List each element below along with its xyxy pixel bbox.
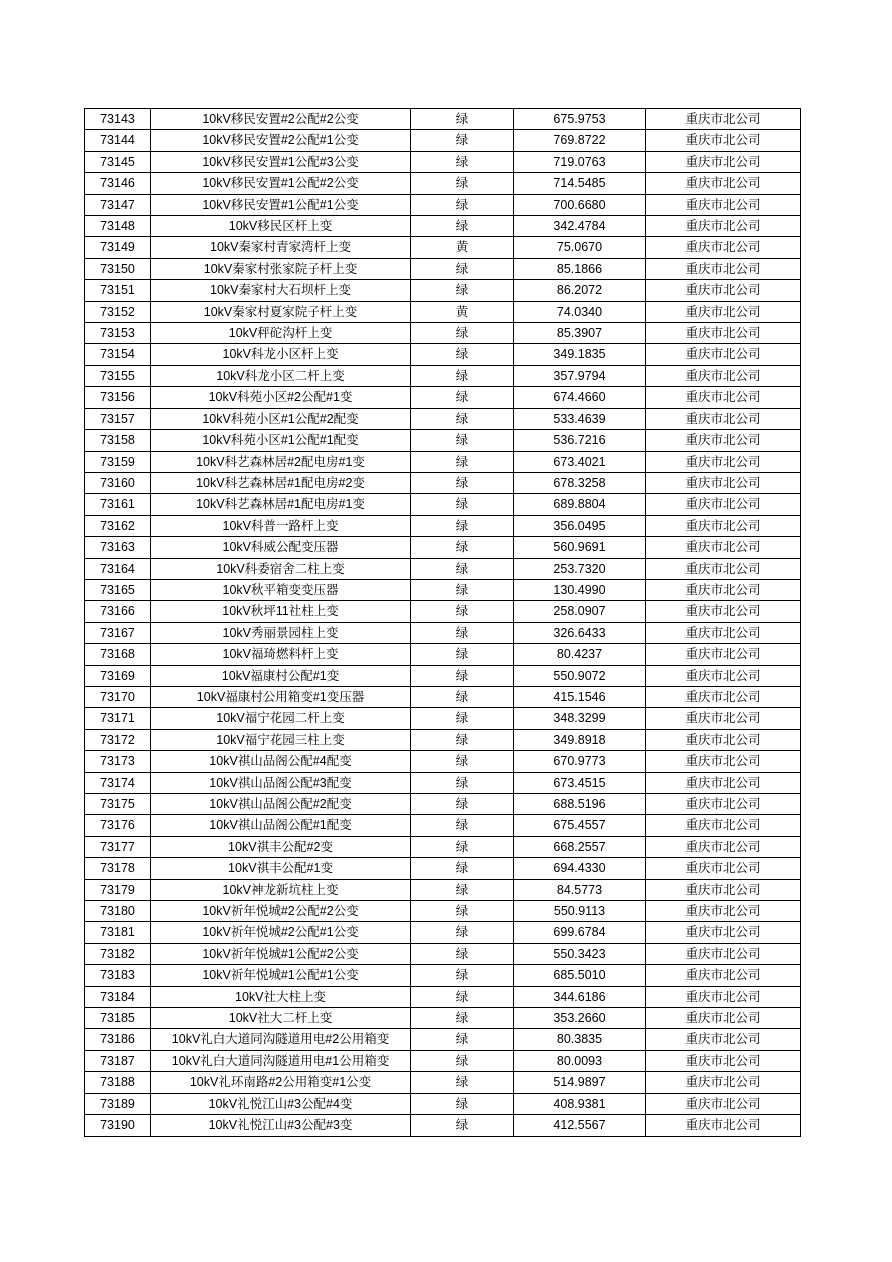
company-cell: 重庆市北公司 — [646, 130, 801, 151]
table-row — [85, 237, 801, 258]
name-cell: 10kV秤砣沟杆上变 — [151, 323, 411, 344]
value-cell: 560.9691 — [514, 537, 646, 558]
name-cell: 10kV祺丰公配#1变 — [151, 858, 411, 879]
table-row — [85, 922, 801, 943]
table-row — [85, 601, 801, 622]
id-cell: 73185 — [85, 1008, 151, 1029]
status-cell: 绿 — [411, 986, 514, 1007]
status-cell: 绿 — [411, 365, 514, 386]
company-cell: 重庆市北公司 — [646, 173, 801, 194]
id-cell: 73166 — [85, 601, 151, 622]
company-cell: 重庆市北公司 — [646, 622, 801, 643]
table-row — [85, 430, 801, 451]
table-row — [85, 729, 801, 750]
value-cell: 86.2072 — [514, 280, 646, 301]
value-cell: 84.5773 — [514, 879, 646, 900]
status-cell: 绿 — [411, 943, 514, 964]
company-cell: 重庆市北公司 — [646, 237, 801, 258]
value-cell: 356.0495 — [514, 515, 646, 536]
name-cell: 10kV移民安置#1公配#3公变 — [151, 151, 411, 172]
status-cell: 绿 — [411, 1008, 514, 1029]
value-cell: 668.2557 — [514, 836, 646, 857]
company-cell: 重庆市北公司 — [646, 772, 801, 793]
status-cell: 绿 — [411, 430, 514, 451]
name-cell: 10kV福宁花园三柱上变 — [151, 729, 411, 750]
name-cell: 10kV秦家村夏家院子杆上变 — [151, 301, 411, 322]
value-cell: 688.5196 — [514, 794, 646, 815]
value-cell: 673.4515 — [514, 772, 646, 793]
value-cell: 348.3299 — [514, 708, 646, 729]
status-cell: 绿 — [411, 815, 514, 836]
status-cell: 绿 — [411, 1029, 514, 1050]
company-cell: 重庆市北公司 — [646, 579, 801, 600]
name-cell: 10kV秀丽景园柱上变 — [151, 622, 411, 643]
status-cell: 绿 — [411, 130, 514, 151]
value-cell: 673.4021 — [514, 451, 646, 472]
company-cell: 重庆市北公司 — [646, 686, 801, 707]
table-row — [85, 1050, 801, 1071]
table-row — [85, 151, 801, 172]
name-cell: 10kV神龙新坑柱上变 — [151, 879, 411, 900]
status-cell: 绿 — [411, 858, 514, 879]
name-cell: 10kV移民安置#1公配#2公变 — [151, 173, 411, 194]
id-cell: 73150 — [85, 258, 151, 279]
status-cell: 绿 — [411, 258, 514, 279]
id-cell: 73144 — [85, 130, 151, 151]
table-row — [85, 644, 801, 665]
id-cell: 73158 — [85, 430, 151, 451]
name-cell: 10kV礼环南路#2公用箱变#1公变 — [151, 1072, 411, 1093]
status-cell: 绿 — [411, 1093, 514, 1114]
table-row — [85, 387, 801, 408]
name-cell: 10kV社大二杆上变 — [151, 1008, 411, 1029]
status-cell: 绿 — [411, 151, 514, 172]
company-cell: 重庆市北公司 — [646, 537, 801, 558]
name-cell: 10kV福康村公用箱变#1变压器 — [151, 686, 411, 707]
table-row — [85, 1093, 801, 1114]
name-cell: 10kV福宁花园二杆上变 — [151, 708, 411, 729]
status-cell: 绿 — [411, 708, 514, 729]
id-cell: 73153 — [85, 323, 151, 344]
table-row — [85, 451, 801, 472]
id-cell: 73168 — [85, 644, 151, 665]
value-cell: 357.9794 — [514, 365, 646, 386]
status-cell: 绿 — [411, 772, 514, 793]
table-row — [85, 879, 801, 900]
value-cell: 349.1835 — [514, 344, 646, 365]
name-cell: 10kV祺山品阁公配#2配变 — [151, 794, 411, 815]
value-cell: 699.6784 — [514, 922, 646, 943]
id-cell: 73172 — [85, 729, 151, 750]
value-cell: 412.5567 — [514, 1115, 646, 1136]
id-cell: 73145 — [85, 151, 151, 172]
name-cell: 10kV福琦燃料杆上变 — [151, 644, 411, 665]
id-cell: 73170 — [85, 686, 151, 707]
value-cell: 533.4639 — [514, 408, 646, 429]
id-cell: 73152 — [85, 301, 151, 322]
value-cell: 75.0670 — [514, 237, 646, 258]
company-cell: 重庆市北公司 — [646, 344, 801, 365]
status-cell: 绿 — [411, 686, 514, 707]
name-cell: 10kV秦家村张家院子杆上变 — [151, 258, 411, 279]
company-cell: 重庆市北公司 — [646, 815, 801, 836]
table-row — [85, 1029, 801, 1050]
table-row — [85, 836, 801, 857]
id-cell: 73183 — [85, 965, 151, 986]
id-cell: 73174 — [85, 772, 151, 793]
table-row — [85, 109, 801, 130]
value-cell: 344.6186 — [514, 986, 646, 1007]
name-cell: 10kV科艺森林居#1配电房#2变 — [151, 472, 411, 493]
status-cell: 绿 — [411, 387, 514, 408]
name-cell: 10kV祈年悦城#2公配#1公变 — [151, 922, 411, 943]
id-cell: 73162 — [85, 515, 151, 536]
name-cell: 10kV祺山品阁公配#3配变 — [151, 772, 411, 793]
company-cell: 重庆市北公司 — [646, 451, 801, 472]
table-row — [85, 751, 801, 772]
status-cell: 绿 — [411, 494, 514, 515]
id-cell: 73188 — [85, 1072, 151, 1093]
id-cell: 73190 — [85, 1115, 151, 1136]
status-cell: 绿 — [411, 216, 514, 237]
value-cell: 342.4784 — [514, 216, 646, 237]
value-cell: 719.0763 — [514, 151, 646, 172]
id-cell: 73147 — [85, 194, 151, 215]
status-cell: 绿 — [411, 1072, 514, 1093]
company-cell: 重庆市北公司 — [646, 216, 801, 237]
company-cell: 重庆市北公司 — [646, 708, 801, 729]
company-cell: 重庆市北公司 — [646, 323, 801, 344]
table-row — [85, 1115, 801, 1136]
table-row — [85, 408, 801, 429]
value-cell: 694.4330 — [514, 858, 646, 879]
name-cell: 10kV祈年悦城#1公配#2公变 — [151, 943, 411, 964]
value-cell: 550.9072 — [514, 665, 646, 686]
table-row — [85, 815, 801, 836]
company-cell: 重庆市北公司 — [646, 922, 801, 943]
table-row — [85, 537, 801, 558]
company-cell: 重庆市北公司 — [646, 601, 801, 622]
table-row — [85, 258, 801, 279]
value-cell: 349.8918 — [514, 729, 646, 750]
value-cell: 80.3835 — [514, 1029, 646, 1050]
status-cell: 绿 — [411, 836, 514, 857]
value-cell: 675.4557 — [514, 815, 646, 836]
company-cell: 重庆市北公司 — [646, 858, 801, 879]
status-cell: 黄 — [411, 237, 514, 258]
status-cell: 绿 — [411, 537, 514, 558]
status-cell: 绿 — [411, 173, 514, 194]
company-cell: 重庆市北公司 — [646, 494, 801, 515]
table-row — [85, 986, 801, 1007]
name-cell: 10kV祈年悦城#1公配#1公变 — [151, 965, 411, 986]
company-cell: 重庆市北公司 — [646, 280, 801, 301]
id-cell: 73182 — [85, 943, 151, 964]
value-cell: 85.1866 — [514, 258, 646, 279]
status-cell: 绿 — [411, 1050, 514, 1071]
status-cell: 绿 — [411, 794, 514, 815]
value-cell: 85.3907 — [514, 323, 646, 344]
status-cell: 绿 — [411, 558, 514, 579]
status-cell: 绿 — [411, 451, 514, 472]
id-cell: 73181 — [85, 922, 151, 943]
name-cell: 10kV移民安置#1公配#1公变 — [151, 194, 411, 215]
status-cell: 绿 — [411, 1115, 514, 1136]
id-cell: 73179 — [85, 879, 151, 900]
id-cell: 73175 — [85, 794, 151, 815]
value-cell: 353.2660 — [514, 1008, 646, 1029]
company-cell: 重庆市北公司 — [646, 901, 801, 922]
status-cell: 绿 — [411, 344, 514, 365]
value-cell: 536.7216 — [514, 430, 646, 451]
value-cell: 253.7320 — [514, 558, 646, 579]
id-cell: 73151 — [85, 280, 151, 301]
name-cell: 10kV礼白大道同沟隧道用电#2公用箱变 — [151, 1029, 411, 1050]
company-cell: 重庆市北公司 — [646, 151, 801, 172]
company-cell: 重庆市北公司 — [646, 751, 801, 772]
id-cell: 73177 — [85, 836, 151, 857]
id-cell: 73146 — [85, 173, 151, 194]
value-cell: 408.9381 — [514, 1093, 646, 1114]
company-cell: 重庆市北公司 — [646, 194, 801, 215]
table-row — [85, 173, 801, 194]
status-cell: 绿 — [411, 965, 514, 986]
company-cell: 重庆市北公司 — [646, 515, 801, 536]
company-cell: 重庆市北公司 — [646, 965, 801, 986]
company-cell: 重庆市北公司 — [646, 986, 801, 1007]
company-cell: 重庆市北公司 — [646, 1029, 801, 1050]
value-cell: 678.3258 — [514, 472, 646, 493]
value-cell: 670.9773 — [514, 751, 646, 772]
company-cell: 重庆市北公司 — [646, 1093, 801, 1114]
status-cell: 绿 — [411, 472, 514, 493]
status-cell: 绿 — [411, 729, 514, 750]
status-cell: 绿 — [411, 109, 514, 130]
name-cell: 10kV科苑小区#1公配#2配变 — [151, 408, 411, 429]
id-cell: 73156 — [85, 387, 151, 408]
name-cell: 10kV祺丰公配#2变 — [151, 836, 411, 857]
value-cell: 80.4237 — [514, 644, 646, 665]
id-cell: 73171 — [85, 708, 151, 729]
company-cell: 重庆市北公司 — [646, 1072, 801, 1093]
name-cell: 10kV祈年悦城#2公配#2公变 — [151, 901, 411, 922]
value-cell: 769.8722 — [514, 130, 646, 151]
id-cell: 73169 — [85, 665, 151, 686]
id-cell: 73148 — [85, 216, 151, 237]
company-cell: 重庆市北公司 — [646, 408, 801, 429]
company-cell: 重庆市北公司 — [646, 301, 801, 322]
table-row — [85, 194, 801, 215]
name-cell: 10kV科龙小区二杆上变 — [151, 365, 411, 386]
name-cell: 10kV社大柱上变 — [151, 986, 411, 1007]
name-cell: 10kV科艺森林居#1配电房#1变 — [151, 494, 411, 515]
id-cell: 73187 — [85, 1050, 151, 1071]
company-cell: 重庆市北公司 — [646, 729, 801, 750]
company-cell: 重庆市北公司 — [646, 879, 801, 900]
name-cell: 10kV秦家村青家湾杆上变 — [151, 237, 411, 258]
transformer-table — [84, 108, 801, 1137]
table-row — [85, 708, 801, 729]
name-cell: 10kV礼悦江山#3公配#3变 — [151, 1115, 411, 1136]
value-cell: 80.0093 — [514, 1050, 646, 1071]
value-cell: 514.9897 — [514, 1072, 646, 1093]
company-cell: 重庆市北公司 — [646, 665, 801, 686]
status-cell: 绿 — [411, 579, 514, 600]
table-row — [85, 216, 801, 237]
table-row — [85, 1072, 801, 1093]
id-cell: 73155 — [85, 365, 151, 386]
id-cell: 73173 — [85, 751, 151, 772]
name-cell: 10kV移民区杆上变 — [151, 216, 411, 237]
id-cell: 73164 — [85, 558, 151, 579]
status-cell: 绿 — [411, 901, 514, 922]
value-cell: 714.5485 — [514, 173, 646, 194]
table-row — [85, 665, 801, 686]
value-cell: 550.3423 — [514, 943, 646, 964]
name-cell: 10kV福康村公配#1变 — [151, 665, 411, 686]
table-row — [85, 772, 801, 793]
table-row — [85, 943, 801, 964]
id-cell: 73184 — [85, 986, 151, 1007]
id-cell: 73143 — [85, 109, 151, 130]
value-cell: 258.0907 — [514, 601, 646, 622]
id-cell: 73178 — [85, 858, 151, 879]
status-cell: 绿 — [411, 408, 514, 429]
name-cell: 10kV礼悦江山#3公配#4变 — [151, 1093, 411, 1114]
name-cell: 10kV科普一路杆上变 — [151, 515, 411, 536]
table-row — [85, 472, 801, 493]
name-cell: 10kV移民安置#2公配#1公变 — [151, 130, 411, 151]
value-cell: 685.5010 — [514, 965, 646, 986]
table-row — [85, 558, 801, 579]
company-cell: 重庆市北公司 — [646, 794, 801, 815]
company-cell: 重庆市北公司 — [646, 1050, 801, 1071]
value-cell: 326.6433 — [514, 622, 646, 643]
table-row — [85, 280, 801, 301]
company-cell: 重庆市北公司 — [646, 836, 801, 857]
name-cell: 10kV科委宿舍二柱上变 — [151, 558, 411, 579]
name-cell: 10kV秦家村大石坝杆上变 — [151, 280, 411, 301]
status-cell: 绿 — [411, 601, 514, 622]
value-cell: 74.0340 — [514, 301, 646, 322]
value-cell: 550.9113 — [514, 901, 646, 922]
company-cell: 重庆市北公司 — [646, 430, 801, 451]
id-cell: 73163 — [85, 537, 151, 558]
id-cell: 73167 — [85, 622, 151, 643]
value-cell: 415.1546 — [514, 686, 646, 707]
id-cell: 73149 — [85, 237, 151, 258]
status-cell: 绿 — [411, 622, 514, 643]
table-row — [85, 494, 801, 515]
company-cell: 重庆市北公司 — [646, 943, 801, 964]
id-cell: 73161 — [85, 494, 151, 515]
company-cell: 重庆市北公司 — [646, 109, 801, 130]
status-cell: 黄 — [411, 301, 514, 322]
name-cell: 10kV礼白大道同沟隧道用电#1公用箱变 — [151, 1050, 411, 1071]
value-cell: 130.4990 — [514, 579, 646, 600]
table-row — [85, 686, 801, 707]
name-cell: 10kV移民安置#2公配#2公变 — [151, 109, 411, 130]
company-cell: 重庆市北公司 — [646, 1115, 801, 1136]
table-row — [85, 344, 801, 365]
table-row — [85, 858, 801, 879]
table-row — [85, 622, 801, 643]
status-cell: 绿 — [411, 280, 514, 301]
table-row — [85, 130, 801, 151]
table-row — [85, 579, 801, 600]
status-cell: 绿 — [411, 644, 514, 665]
value-cell: 700.6680 — [514, 194, 646, 215]
name-cell: 10kV秋平箱变变压器 — [151, 579, 411, 600]
name-cell: 10kV科苑小区#2公配#1变 — [151, 387, 411, 408]
name-cell: 10kV科威公配变压器 — [151, 537, 411, 558]
company-cell: 重庆市北公司 — [646, 365, 801, 386]
table-row — [85, 901, 801, 922]
id-cell: 73159 — [85, 451, 151, 472]
table-row — [85, 965, 801, 986]
name-cell: 10kV科龙小区杆上变 — [151, 344, 411, 365]
id-cell: 73157 — [85, 408, 151, 429]
name-cell: 10kV科苑小区#1公配#1配变 — [151, 430, 411, 451]
status-cell: 绿 — [411, 665, 514, 686]
id-cell: 73165 — [85, 579, 151, 600]
company-cell: 重庆市北公司 — [646, 644, 801, 665]
company-cell: 重庆市北公司 — [646, 1008, 801, 1029]
status-cell: 绿 — [411, 879, 514, 900]
transformer-table-body — [85, 109, 801, 1137]
value-cell: 674.4660 — [514, 387, 646, 408]
table-row — [85, 515, 801, 536]
name-cell: 10kV祺山品阁公配#1配变 — [151, 815, 411, 836]
id-cell: 73180 — [85, 901, 151, 922]
value-cell: 675.9753 — [514, 109, 646, 130]
table-row — [85, 794, 801, 815]
id-cell: 73176 — [85, 815, 151, 836]
value-cell: 689.8804 — [514, 494, 646, 515]
status-cell: 绿 — [411, 922, 514, 943]
name-cell: 10kV科艺森林居#2配电房#1变 — [151, 451, 411, 472]
id-cell: 73160 — [85, 472, 151, 493]
name-cell: 10kV祺山品阁公配#4配变 — [151, 751, 411, 772]
table-row — [85, 323, 801, 344]
table-row — [85, 365, 801, 386]
company-cell: 重庆市北公司 — [646, 558, 801, 579]
status-cell: 绿 — [411, 323, 514, 344]
company-cell: 重庆市北公司 — [646, 472, 801, 493]
name-cell: 10kV秋坪11社柱上变 — [151, 601, 411, 622]
table-row — [85, 301, 801, 322]
company-cell: 重庆市北公司 — [646, 387, 801, 408]
company-cell: 重庆市北公司 — [646, 258, 801, 279]
id-cell: 73186 — [85, 1029, 151, 1050]
id-cell: 73189 — [85, 1093, 151, 1114]
status-cell: 绿 — [411, 751, 514, 772]
status-cell: 绿 — [411, 194, 514, 215]
id-cell: 73154 — [85, 344, 151, 365]
status-cell: 绿 — [411, 515, 514, 536]
table-row — [85, 1008, 801, 1029]
